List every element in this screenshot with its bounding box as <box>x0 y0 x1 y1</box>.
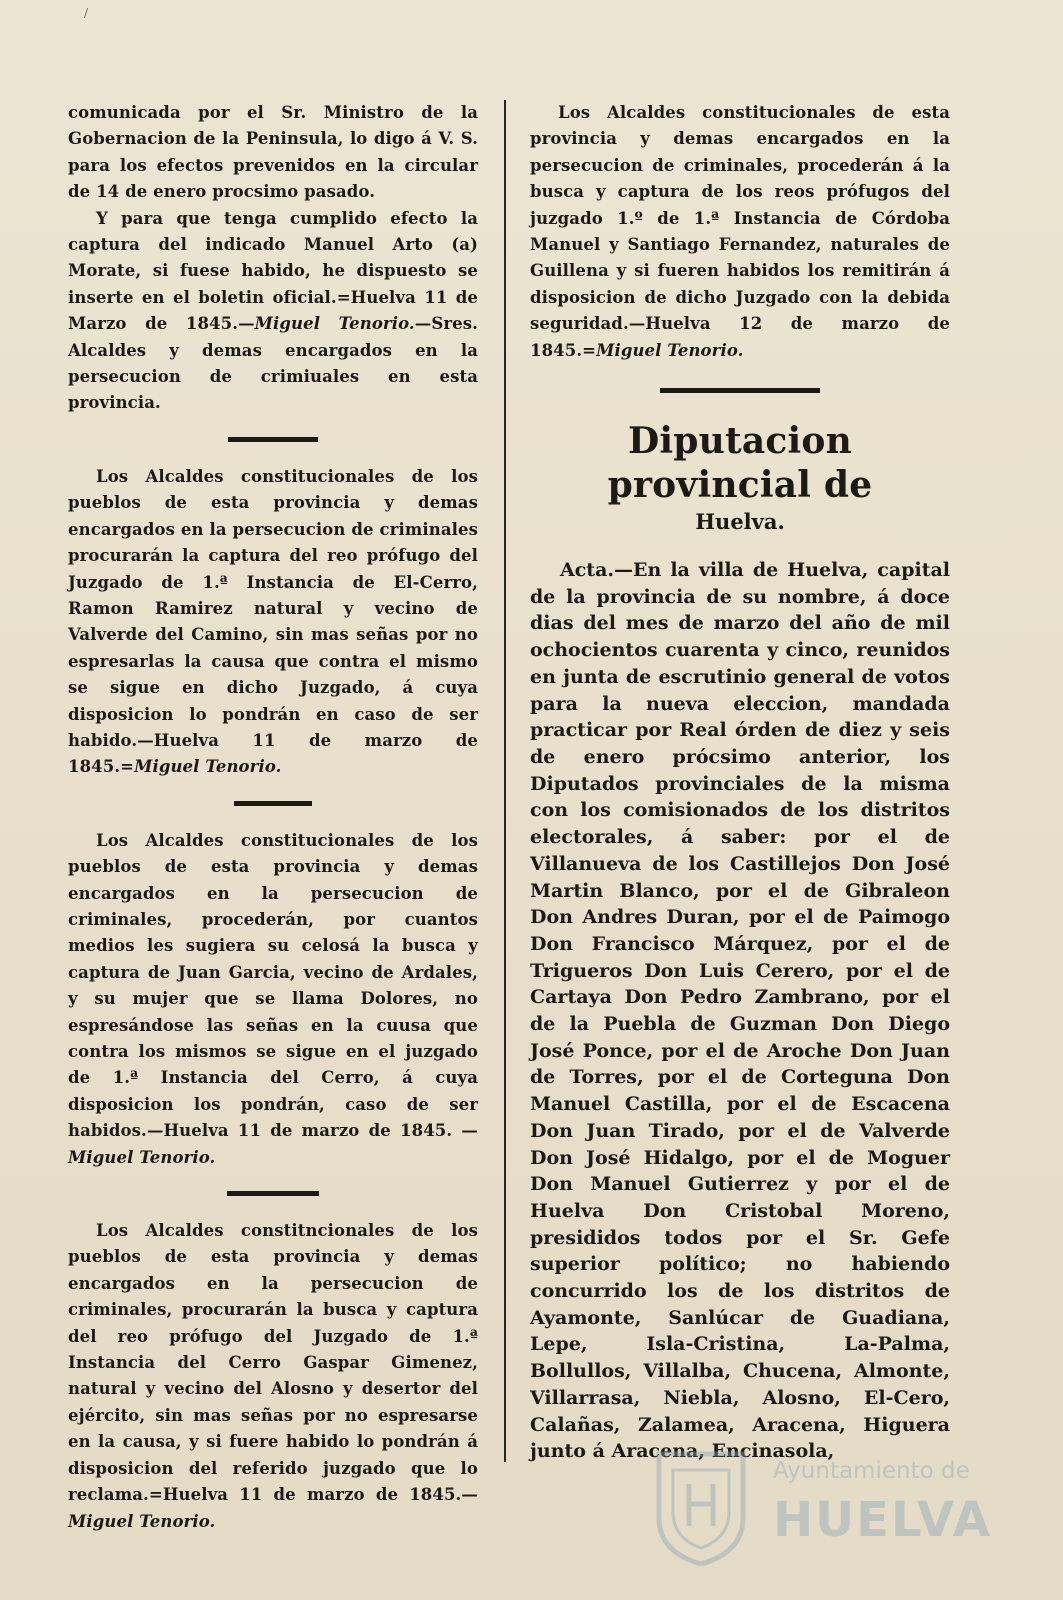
left-paragraph-2 <box>68 206 478 417</box>
separator-rule <box>227 1191 319 1196</box>
left-paragraph-5 <box>68 1218 478 1535</box>
acta-paragraph: Acta.—En la villa de Huelva, capital de la provincia de su nombre, á doce dias del mes de marzo del año de mil ochocientos cuarenta y cinco, reunidos en junta de escrutinio general de votos para la nueva eleccion, mandada practicar por Real órden de diez y seis de enero prócsimo anterior, los Diputados provinciales de la misma con los comisionados de los distritos electorales, á saber: por el de Villanueva de los Castillejos Don José Martin Blanco, por el de Gibraleon Don Andres Duran, por el de Paimogo Don Francisco Márquez, por el de Trigueros Don Luis Cerero, por el de Cartaya Don Pedro Zambrano, por el de la Puebla de Guzman Don Diego José Ponce, por el de Aroche Don Juan de Torres, por el de Corteguna Don Manuel Castilla, por el de Escacena Don Juan Tirado, por el de Valverde Don José Hidalgo, por el de Moguer Don Manuel Gutierrez y por el de Huelva Don Cristobal Moreno, presididos todos por el Sr. Gefe superior político; no habiendo concurrido los de los distritos de Ayamonte, Sanlúcar de Guadiana, Lepe, Isla-Cristina, La-Palma, Bollullos, Villalba, Chucena, Almonte, Villarrasa, Niebla, Alosno, El-Cero, Calañas, Zalamea, Aracena, Higuera junto á Aracena, Encinasola, <box>530 559 950 1463</box>
page-mark: / <box>84 6 89 20</box>
shield-icon <box>655 1448 747 1566</box>
right-column <box>530 100 950 1465</box>
right-p1-text: Los Alcaldes constitucionales de esta provincia y demas encargados en la persecucion de criminales, procederán á la busca y captura de los reos prófugos del juzgado 1.º de 1.ª Instancia de Córdoba Manuel y Santiago Fernandez, naturales de Guillena y si fueren habidos los remitirán á disposicion de dicho Juzgado con la debida seguridad.—Huelva 12 de marzo de 1845.= <box>530 103 950 360</box>
watermark <box>655 1440 992 1580</box>
left-paragraph-3 <box>68 464 478 781</box>
left-p3-text: Los Alcaldes constitucionales de los pueblos de esta provincia y demas encargados en la persecucion de criminales procurarán la captura del reo prófugo del Juzgado de 1.ª Instancia de El-Cerro, Ramon Ramirez natural y vecino de Valverde del Camino, sin mas señas por no espresarlas la causa que contra el mismo se sigue en dicho Juzgado, á cuya disposicion lo pondrán en caso de ser habido.—Huelva 11 de marzo de 1845.= <box>68 466 478 777</box>
column-divider <box>504 100 506 1462</box>
signature: Miguel Tenorio. <box>68 1511 216 1531</box>
left-paragraph-1 <box>68 100 478 206</box>
section-subheading: Huelva. <box>695 509 785 535</box>
left-p4-text: Los Alcaldes constitucionales de los pueblos de esta provincia y demas encargados en la persecucion de criminales, procederán, por cuantos medios les sugiera su celosá la busca y captura de Juan Garcia, vecino de Ardales, y su mujer que se llama Dolores, no espresándose las señas en la cuusa que contra los mismos se sigue en el juzgado de 1.ª Instancia del Cerro, á cuya disposicion los pondrán, caso de ser habidos.—Huelva 11 de marzo de 1845. — <box>68 830 478 1141</box>
right-paragraph-1 <box>530 100 950 364</box>
section-heading: Diputacion provincial de <box>607 420 873 507</box>
watermark-line-1: Ayuntamiento de <box>773 1458 970 1484</box>
separator-rule <box>660 388 820 393</box>
signature: Miguel Tenorio. <box>596 340 744 360</box>
left-p2-text: Y para que tenga cumplido efecto la captura del indicado Manuel Arto (a) Morate, si fuese habido, he dispuesto se inserte en el boletin oficial.=Huelva 11 de Marzo de 1845.— <box>68 208 478 334</box>
left-p2-tail: —Sres. Alcaldes y demas encargados en la persecucion de crimiuales en esta provincia. <box>68 314 479 413</box>
signature: Miguel Tenorio. <box>68 1147 216 1167</box>
left-paragraph-4 <box>68 828 478 1171</box>
left-p5-text: Los Alcaldes constitncionales de los pueblos de esta provincia y demas encargados en la persecucion de criminales, procurarán la busca y captura del reo prófugo del Juzgado de 1.ª Instancia del Cerro Gaspar Gimenez, natural y vecino del Alosno y desertor del ejército, sin mas señas por no espresarse en la causa, y si fuere habido lo pondrán á disposicion del referido juzgado que lo reclama.=Huelva 11 de marzo de 1845.— <box>68 1221 478 1505</box>
separator-rule <box>228 437 318 442</box>
left-p1-text: comunicada por el Sr. Ministro de la Gobernacion de la Peninsula, lo digo á V. S. para los efectos prevenidos en la circular de 14 de enero procsimo pasado. <box>68 103 478 202</box>
separator-rule <box>234 801 312 806</box>
signature: Miguel Tenorio. <box>134 757 282 777</box>
signature: Miguel Tenorio. <box>254 314 415 334</box>
left-column <box>68 100 478 1535</box>
watermark-line-2: HUELVA <box>773 1492 992 1548</box>
